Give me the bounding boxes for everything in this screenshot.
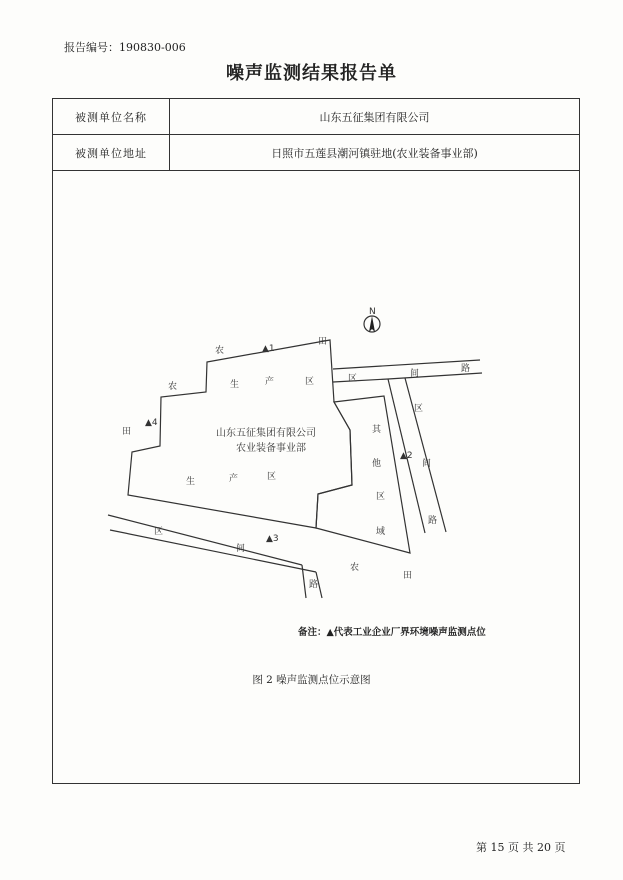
row-label: 被测单位地址 (53, 135, 170, 170)
row-value: 山东五征集团有限公司 (319, 110, 430, 124)
north-compass-icon (364, 307, 380, 332)
farm-label: 农 (168, 382, 178, 392)
row-label: 被测单位名称 (53, 99, 170, 134)
farm-label: 农 (350, 563, 360, 573)
monitoring-point-4: ▲4 (145, 418, 158, 428)
road-bottom (108, 515, 322, 598)
farm-label: 田 (122, 427, 132, 437)
row-value: 日照市五莲县潮河镇驻地(农业装备事业部) (271, 146, 478, 160)
farm-label: 农 (215, 346, 225, 356)
company-name: 山东五征集团有限公司 (216, 428, 316, 439)
other-area-boundary (316, 396, 410, 553)
farm-label: 田 (403, 571, 413, 581)
road-label: 路 (428, 516, 438, 526)
road-label: 间 (410, 369, 420, 379)
page-title: 噪声监测结果报告单 (226, 63, 397, 84)
road-label: 路 (461, 364, 471, 374)
road-label: 间 (422, 459, 432, 469)
other-area-label: 区 (376, 492, 386, 502)
production-label: 区 (267, 472, 277, 482)
page-number: 第 15 页 共 20 页 (476, 841, 566, 854)
other-area-label: 他 (372, 459, 382, 469)
farm-label: 田 (318, 337, 328, 347)
report-number: 报告编号：190830-006 (64, 41, 186, 54)
production-label: 生 (186, 477, 196, 487)
road-label: 区 (154, 527, 164, 537)
monitoring-point-2: ▲2 (400, 451, 413, 461)
map-note: 备注：▲代表工业企业厂界环境噪声监测点位 (298, 627, 486, 638)
road-label: 间 (236, 544, 246, 554)
production-label: 产 (229, 474, 239, 484)
monitoring-point-3: ▲3 (266, 534, 279, 544)
production-label: 区 (305, 377, 315, 387)
road-label: 区 (348, 374, 358, 384)
road-label: 路 (309, 580, 319, 590)
other-area-label: 域 (376, 527, 386, 537)
production-label: 产 (265, 377, 275, 387)
road-label: 区 (414, 404, 424, 414)
north-label: N (369, 307, 376, 317)
production-label: 生 (230, 380, 240, 390)
company-division: 农业装备事业部 (236, 443, 306, 454)
monitoring-point-1: ▲1 (262, 344, 275, 354)
other-area-label: 其 (372, 425, 382, 435)
figure-caption: 图 2 噪声监测点位示意图 (252, 674, 371, 686)
road-right-vertical (388, 378, 446, 533)
